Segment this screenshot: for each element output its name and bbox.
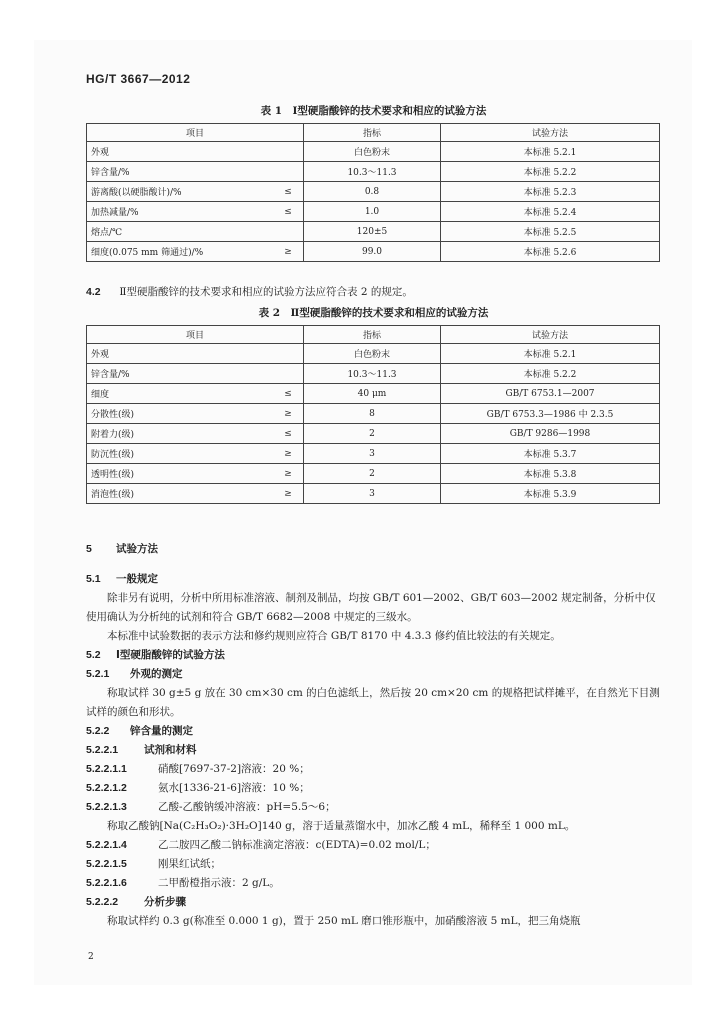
row-indicator-cell: 40 μm (304, 384, 441, 404)
table2 (86, 325, 660, 504)
row-item-cell: 锌含量/% (87, 162, 274, 182)
section-5-2-1-heading (86, 665, 661, 684)
row-symbol-cell: ≤ (273, 384, 304, 404)
section-title: 试剂和材料 (144, 744, 197, 756)
item-number: 5.2.2.1.4 (86, 839, 127, 851)
item-number: 5.2.2.1.5 (86, 858, 127, 870)
table1 (86, 123, 660, 262)
section-number: 5.2.2.2 (86, 896, 119, 908)
row-symbol-cell: ≥ (273, 444, 304, 464)
table-row (87, 222, 660, 242)
table-row (87, 404, 660, 424)
row-symbol-cell: ≤ (273, 424, 304, 444)
header-method: 试验方法 (441, 326, 660, 344)
table-row (87, 162, 660, 182)
section-title: 一般规定 (116, 573, 158, 585)
row-method-cell: 本标准 5.2.4 (441, 202, 660, 222)
row-item-cell: 熔点/℃ (87, 222, 274, 242)
item-text: 刚果红试纸； (158, 858, 221, 870)
para-buffer-prep: 称取乙酸钠[Na(C₂H₃O₂)·3H₂O]140 g，溶于适量蒸馏水中，加冰乙酸 4 mL，稀释至 1 000 mL。 (107, 820, 576, 832)
row-method-cell: 本标准 5.3.7 (441, 444, 660, 464)
row-indicator-cell: 白色粉末 (304, 344, 441, 364)
clause-text: Ⅱ型硬脂酸锌的技术要求和相应的试验方法应符合表 2 的规定。 (119, 286, 413, 298)
table-row (87, 464, 660, 484)
table-row (87, 484, 660, 504)
row-item-cell: 透明性(级) (87, 464, 274, 484)
table-header-row (87, 124, 660, 142)
para-4-2 (86, 283, 661, 302)
row-symbol-cell (273, 142, 304, 162)
row-indicator-cell: 3 (304, 444, 441, 464)
section-number: 5.2.2.1 (86, 744, 119, 756)
row-indicator-cell: 8 (304, 404, 441, 424)
reagent-item (86, 874, 661, 893)
section-5-1-heading (86, 570, 661, 589)
row-indicator-cell: 10.3～11.3 (304, 364, 441, 384)
table1-title: 表 1 Ⅰ型硬脂酸锌的技术要求和相应的试验方法 (260, 105, 487, 117)
row-method-cell: 本标准 5.2.5 (441, 222, 660, 242)
table-row (87, 424, 660, 444)
standard-code-header: HG/T 3667—2012 (86, 72, 191, 86)
row-indicator-cell: 120±5 (304, 222, 441, 242)
row-item-cell: 附着力(级) (87, 424, 274, 444)
para-5-1-b: 本标准中试验数据的表示方法和修约规则应符合 GB/T 8170 中 4.3.3 修约值比较法的有关规定。 (107, 630, 561, 642)
section-title: 锌含量的测定 (130, 725, 193, 737)
section-5-2-2-2-heading (86, 893, 661, 912)
table-row (87, 384, 660, 404)
table-row (87, 444, 660, 464)
item-text: 乙酸-乙酸钠缓冲溶液：pH=5.5～6； (158, 801, 336, 813)
section-title: 分析步骤 (144, 896, 186, 908)
reagent-item (86, 779, 661, 798)
row-symbol-cell (273, 364, 304, 384)
page-number: 2 (88, 952, 94, 962)
row-symbol-cell (273, 162, 304, 182)
row-indicator-cell: 2 (304, 464, 441, 484)
section-5-2-2-1-heading (86, 741, 661, 760)
header-indicator: 指标 (304, 124, 441, 142)
header-item: 项目 (87, 124, 304, 142)
row-symbol-cell (273, 344, 304, 364)
row-method-cell: 本标准 5.2.1 (441, 344, 660, 364)
item-text: 硝酸[7697-37-2]溶液：20 %； (158, 763, 310, 775)
section-title: 试验方法 (116, 543, 158, 555)
para-5-2-1: 称取试样 30 g±5 g 放在 30 cm×30 cm 的白色滤纸上，然后按 20 cm×20 cm 的规格把试样摊平，在自然光下目测试样的颜色和形状。 (86, 687, 660, 718)
reagent-item (86, 798, 661, 817)
item-number: 5.2.2.1.2 (86, 782, 127, 794)
row-item-cell: 游离酸(以硬脂酸计)/% (87, 182, 274, 202)
table-row (87, 142, 660, 162)
row-item-cell: 加热减量/% (87, 202, 274, 222)
row-symbol-cell: ≥ (273, 404, 304, 424)
table2-title: 表 2 Ⅱ型硬脂酸锌的技术要求和相应的试验方法 (258, 307, 489, 319)
row-item-cell: 防沉性(级) (87, 444, 274, 464)
row-indicator-cell: 0.8 (304, 182, 441, 202)
table-row (87, 202, 660, 222)
row-indicator-cell: 2 (304, 424, 441, 444)
table-header-row (87, 326, 660, 344)
row-method-cell: 本标准 5.2.1 (441, 142, 660, 162)
section-number: 5.1 (86, 573, 101, 585)
header-item: 项目 (87, 326, 304, 344)
section-5-heading (86, 540, 661, 559)
item-text: 乙二胺四乙酸二钠标准滴定溶液：c(EDTA)=0.02 mol/L； (158, 839, 436, 851)
reagent-item (86, 855, 661, 874)
row-method-cell: 本标准 5.2.2 (441, 364, 660, 384)
section-5-2-2-heading (86, 722, 661, 741)
item-number: 5.2.2.1.6 (86, 877, 127, 889)
row-symbol-cell (273, 222, 304, 242)
section-number: 5.2.1 (86, 668, 110, 680)
table-row (87, 364, 660, 384)
row-symbol-cell: ≥ (273, 484, 304, 504)
table-row (87, 344, 660, 364)
row-symbol-cell: ≥ (273, 464, 304, 484)
section-number: 5.2.2 (86, 725, 110, 737)
row-item-cell: 细度(0.075 mm 筛通过)/% (87, 242, 274, 262)
table-row (87, 242, 660, 262)
row-indicator-cell: 10.3～11.3 (304, 162, 441, 182)
para-analysis-steps: 称取试样约 0.3 g(称准至 0.000 1 g)，置于 250 mL 磨口锥形瓶中，加硝酸溶液 5 mL，把三角烧瓶 (107, 915, 581, 927)
row-indicator-cell: 白色粉末 (304, 142, 441, 162)
para-5-1-a: 除非另有说明，分析中所用标准溶液、制剂及制品，均按 GB/T 601—2002、GB/T 603—2002 规定制备，分析中仅使用确认为分析纯的试剂和符合 GB/T 6682—2008 中规定的三级水。 (86, 592, 656, 623)
row-item-cell: 分散性(级) (87, 404, 274, 424)
row-method-cell: 本标准 5.2.2 (441, 162, 660, 182)
header-indicator: 指标 (304, 326, 441, 344)
section-number: 5.2 (86, 649, 101, 661)
row-method-cell: 本标准 5.3.9 (441, 484, 660, 504)
row-method-cell: GB/T 6753.3—1986 中 2.3.5 (441, 404, 660, 424)
row-symbol-cell: ≥ (273, 242, 304, 262)
table-row (87, 182, 660, 202)
item-number: 5.2.2.1.3 (86, 801, 127, 813)
header-method: 试验方法 (441, 124, 660, 142)
row-item-cell: 消泡性(级) (87, 484, 274, 504)
item-number: 5.2.2.1.1 (86, 763, 127, 775)
section-title: Ⅰ型硬脂酸锌的试验方法 (116, 649, 225, 661)
row-item-cell: 锌含量/% (87, 364, 274, 384)
section-number: 5 (86, 543, 92, 555)
row-method-cell: 本标准 5.2.6 (441, 242, 660, 262)
item-text: 二甲酚橙指示液：2 g/L。 (158, 877, 280, 889)
row-method-cell: 本标准 5.3.8 (441, 464, 660, 484)
row-item-cell: 外观 (87, 142, 274, 162)
reagent-item (86, 760, 661, 779)
row-item-cell: 细度 (87, 384, 274, 404)
row-method-cell: GB/T 6753.1—2007 (441, 384, 660, 404)
clause-number: 4.2 (86, 286, 101, 298)
row-indicator-cell: 99.0 (304, 242, 441, 262)
section-title: 外观的测定 (130, 668, 183, 680)
row-method-cell: 本标准 5.2.3 (441, 182, 660, 202)
reagent-item (86, 836, 661, 855)
row-indicator-cell: 3 (304, 484, 441, 504)
row-indicator-cell: 1.0 (304, 202, 441, 222)
section-5-2-heading (86, 646, 661, 665)
item-text: 氨水[1336-21-6]溶液：10 %； (158, 782, 310, 794)
row-symbol-cell: ≤ (273, 202, 304, 222)
row-item-cell: 外观 (87, 344, 274, 364)
row-symbol-cell: ≤ (273, 182, 304, 202)
row-method-cell: GB/T 9286—1998 (441, 424, 660, 444)
